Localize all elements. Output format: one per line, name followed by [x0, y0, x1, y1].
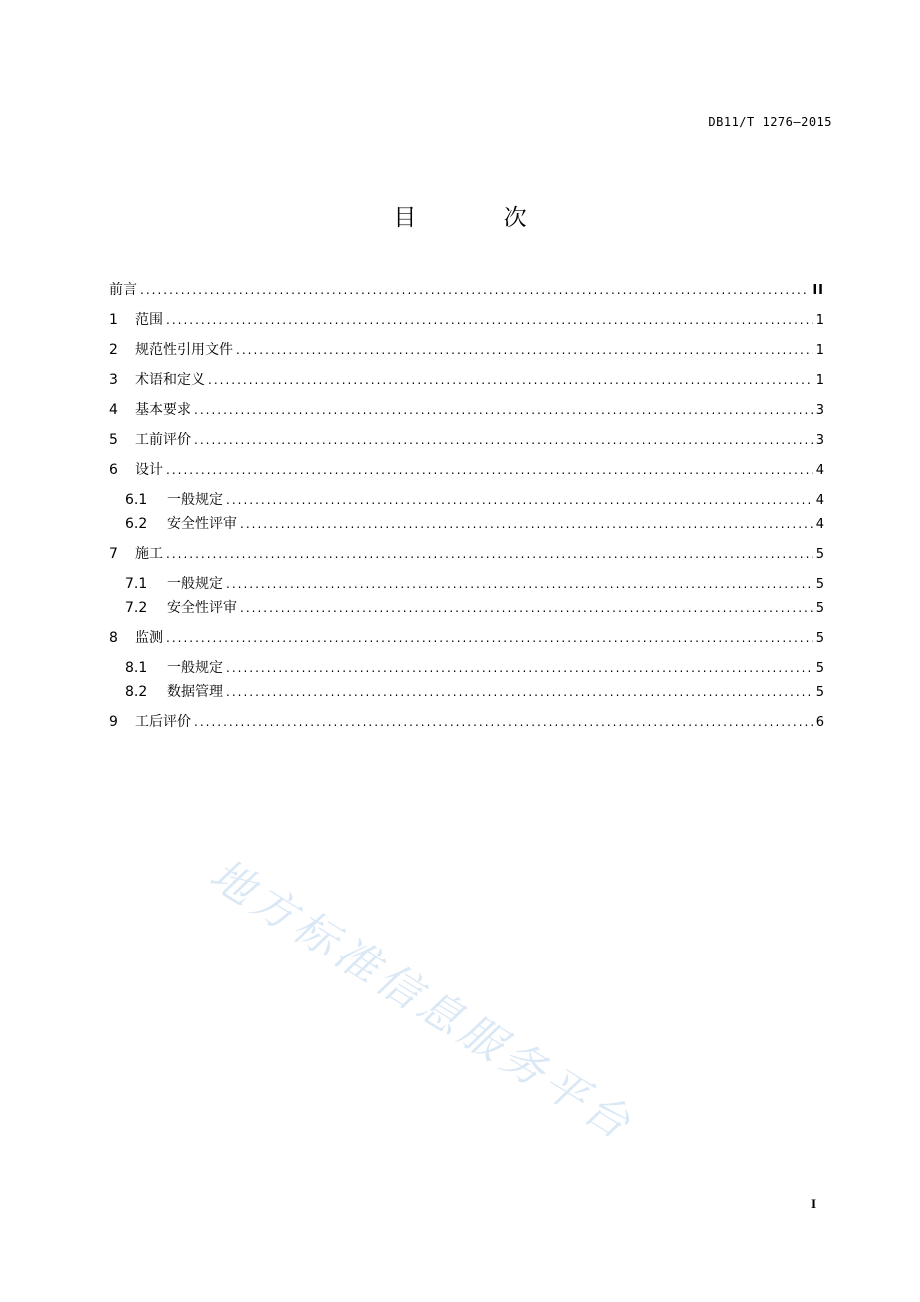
toc-entry[interactable]	[109, 626, 824, 650]
toc-entry[interactable]	[109, 428, 824, 452]
toc-entry-number: 6.1	[125, 492, 148, 508]
toc-entry-label: 工前评价	[135, 432, 191, 448]
toc-entry-page: 1	[815, 343, 824, 358]
toc-entry[interactable]	[109, 278, 824, 302]
toc-entry[interactable]	[109, 710, 824, 734]
toc-dot-leader	[194, 428, 813, 452]
toc-dot-leader	[194, 398, 813, 422]
toc-entry-number: 7.1	[125, 576, 148, 592]
toc-dot-leader	[226, 572, 813, 596]
toc-dot-leader	[140, 278, 809, 302]
toc-dot-leader	[236, 338, 813, 362]
toc-entry[interactable]	[109, 398, 824, 422]
toc-entry-page: 5	[815, 685, 824, 700]
toc-entry[interactable]	[109, 338, 824, 362]
toc-entry-number: 8	[109, 630, 118, 646]
toc-entry-page: 4	[815, 493, 824, 508]
toc-entry-page: 5	[815, 631, 824, 646]
toc-dot-leader	[194, 710, 813, 734]
toc-entry[interactable]	[109, 680, 824, 704]
toc-entry-label: 工后评价	[135, 714, 191, 730]
toc-dot-leader	[166, 626, 813, 650]
toc-entry-page: II	[812, 283, 824, 298]
toc-entry[interactable]	[109, 488, 824, 512]
page-number: I	[810, 1196, 816, 1211]
toc-entry-page: 1	[815, 373, 824, 388]
toc-entry[interactable]	[109, 458, 824, 482]
toc-entry[interactable]	[109, 572, 824, 596]
toc-entry-label: 一般规定	[167, 492, 223, 508]
toc-dot-leader	[226, 680, 813, 704]
toc-entry-page: 6	[815, 715, 824, 730]
toc-dot-leader	[240, 596, 813, 620]
toc-entry-label: 施工	[135, 546, 163, 562]
toc-entry-number: 9	[109, 714, 118, 730]
toc-dot-leader	[166, 542, 813, 566]
toc-entry-label: 规范性引用文件	[135, 342, 233, 358]
toc-entry[interactable]	[109, 368, 824, 392]
toc-entry-number: 7	[109, 546, 118, 562]
toc-entry[interactable]	[109, 512, 824, 536]
toc-entry-number: 5	[109, 432, 118, 448]
toc-dot-leader	[208, 368, 813, 392]
toc-dot-leader	[166, 458, 813, 482]
table-of-contents	[109, 278, 824, 734]
toc-entry-page: 3	[815, 403, 824, 418]
toc-entry-label: 安全性评审	[167, 516, 237, 532]
toc-entry-page: 4	[815, 463, 824, 478]
toc-entry-label: 范围	[135, 312, 163, 328]
toc-entry-number: 3	[109, 372, 118, 388]
toc-dot-leader	[240, 512, 813, 536]
document-code: DB11/T 1276—2015	[708, 115, 832, 129]
toc-title: 目 次	[393, 205, 567, 231]
toc-entry-number: 1	[109, 312, 118, 328]
toc-entry-label: 术语和定义	[135, 372, 205, 388]
toc-entry-page: 5	[815, 601, 824, 616]
watermark: 地方标准信息服务平台	[200, 849, 643, 1152]
toc-entry[interactable]	[109, 656, 824, 680]
toc-entry-page: 1	[815, 313, 824, 328]
toc-dot-leader	[226, 488, 813, 512]
toc-entry-label: 一般规定	[167, 660, 223, 676]
toc-entry[interactable]	[109, 308, 824, 332]
toc-entry-page: 5	[815, 577, 824, 592]
toc-entry-label: 监测	[135, 630, 163, 646]
toc-entry-number: 8.2	[125, 684, 148, 700]
toc-entry-label: 设计	[135, 462, 163, 478]
toc-entry-number: 6	[109, 462, 118, 478]
toc-entry[interactable]	[109, 596, 824, 620]
toc-entry-page: 4	[815, 517, 824, 532]
toc-entry-label: 数据管理	[167, 684, 223, 700]
toc-entry-label: 一般规定	[167, 576, 223, 592]
toc-entry-number: 6.2	[125, 516, 148, 532]
toc-entry-label: 前言	[109, 282, 137, 298]
toc-dot-leader	[166, 308, 813, 332]
toc-entry-number: 8.1	[125, 660, 148, 676]
toc-entry-page: 5	[815, 661, 824, 676]
toc-dot-leader	[226, 656, 813, 680]
toc-entry-number: 2	[109, 342, 118, 358]
toc-entry-label: 安全性评审	[167, 600, 237, 616]
toc-entry-page: 3	[815, 433, 824, 448]
toc-entry[interactable]	[109, 542, 824, 566]
toc-entry-number: 4	[109, 402, 118, 418]
toc-entry-label: 基本要求	[135, 402, 191, 418]
toc-entry-number: 7.2	[125, 600, 148, 616]
toc-entry-page: 5	[815, 547, 824, 562]
